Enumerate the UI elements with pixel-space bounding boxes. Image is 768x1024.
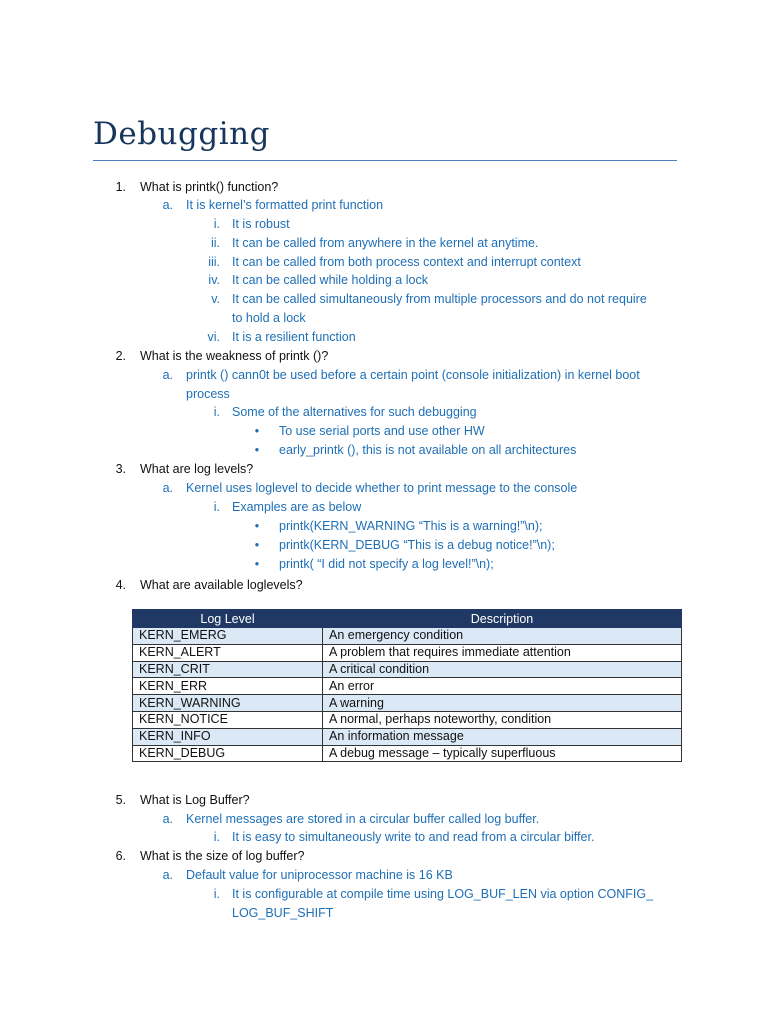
item-text: Examples are as below — [232, 500, 362, 514]
item-text: It is configurable at compile time using LOG_BUF_LEN via option CONFIG_ — [232, 887, 654, 901]
log-level-cell: KERN_WARNING — [133, 695, 323, 712]
log-level-cell: KERN_ERR — [133, 678, 323, 695]
roman-numeral: i. — [213, 830, 220, 844]
roman-numeral: ii. — [210, 236, 220, 250]
table-row — [133, 728, 682, 745]
table-row — [133, 711, 682, 728]
table-row — [133, 695, 682, 712]
table-row — [133, 745, 682, 762]
question-text: What is printk() function? — [140, 180, 279, 194]
roman-numeral: i. — [213, 217, 220, 231]
item-text: to hold a lock — [232, 311, 306, 325]
table-row — [133, 628, 682, 645]
list-number: 3. — [115, 462, 126, 476]
bullet-icon: • — [254, 538, 260, 552]
bullet-icon: • — [254, 519, 260, 533]
bullet-icon: • — [254, 557, 260, 571]
roman-numeral: i. — [213, 887, 220, 901]
question-text: What are log levels? — [140, 462, 254, 476]
question-text: What is the size of log buffer? — [140, 849, 305, 863]
column-header-log-level: Log Level — [133, 610, 323, 628]
description-cell: A debug message – typically superfluous — [323, 745, 682, 762]
bullet-icon: • — [254, 424, 260, 438]
page-title: Debugging — [93, 116, 270, 152]
list-number: 5. — [115, 793, 126, 807]
item-text: It is easy to simultaneously write to and read from a circular biffer. — [232, 830, 595, 844]
table-row — [133, 661, 682, 678]
bullet-text: To use serial ports and use other HW — [279, 424, 485, 438]
description-cell: A warning — [323, 695, 682, 712]
list-number: 1. — [115, 180, 126, 194]
roman-numeral: vi. — [207, 330, 220, 344]
title-underline — [93, 160, 677, 161]
bullet-text: early_printk (), this is not available on all architectures — [279, 443, 577, 457]
roman-numeral: i. — [213, 500, 220, 514]
description-cell: A critical condition — [323, 661, 682, 678]
column-header-description: Description — [323, 610, 682, 628]
answer-text: process — [186, 387, 230, 401]
answer-text: Default value for uniprocessor machine is 16 KB — [186, 868, 453, 882]
question-text: What are available loglevels? — [140, 578, 303, 592]
roman-numeral: iii. — [208, 255, 220, 269]
list-letter: a. — [162, 198, 173, 212]
answer-text: Kernel messages are stored in a circular buffer called log buffer. — [186, 812, 540, 826]
list-letter: a. — [162, 481, 173, 495]
description-cell: A problem that requires immediate attention — [323, 644, 682, 661]
description-cell: An information message — [323, 728, 682, 745]
log-level-cell: KERN_DEBUG — [133, 745, 323, 762]
list-number: 2. — [115, 349, 126, 363]
list-letter: a. — [162, 868, 173, 882]
log-level-cell: KERN_INFO — [133, 728, 323, 745]
log-level-cell: KERN_NOTICE — [133, 711, 323, 728]
item-text: Some of the alternatives for such debugging — [232, 405, 477, 419]
description-cell: An emergency condition — [323, 628, 682, 645]
answer-text: printk () cann0t be used before a certain point (console initialization) in kernel boot — [186, 368, 640, 382]
answer-text: It is kernel’s formatted print function — [186, 198, 384, 212]
list-letter: a. — [162, 812, 173, 826]
item-text: It can be called while holding a lock — [232, 273, 428, 287]
question-text: What is Log Buffer? — [140, 793, 250, 807]
description-cell: A normal, perhaps noteworthy, condition — [323, 711, 682, 728]
log-level-cell: KERN_CRIT — [133, 661, 323, 678]
log-level-table — [132, 609, 682, 762]
list-letter: a. — [162, 368, 173, 382]
item-text: It can be called from anywhere in the kernel at anytime. — [232, 236, 539, 250]
item-text: LOG_BUF_SHIFT — [232, 906, 334, 920]
roman-numeral: i. — [213, 405, 220, 419]
bullet-text: printk(KERN_DEBUG “This is a debug notice!”\n); — [279, 538, 555, 552]
item-text: It can be called simultaneously from multiple processors and do not require — [232, 292, 647, 306]
question-text: What is the weakness of printk ()? — [140, 349, 329, 363]
answer-text: Kernel uses loglevel to decide whether to print message to the console — [186, 481, 578, 495]
log-level-cell: KERN_EMERG — [133, 628, 323, 645]
list-number: 6. — [115, 849, 126, 863]
description-cell: An error — [323, 678, 682, 695]
table-row — [133, 644, 682, 661]
log-level-cell: KERN_ALERT — [133, 644, 323, 661]
roman-numeral: v. — [211, 292, 220, 306]
bullet-text: printk( “I did not specify a log level!”\n); — [279, 557, 494, 571]
bullet-text: printk(KERN_WARNING “This is a warning!”\n); — [279, 519, 543, 533]
bullet-icon: • — [254, 443, 260, 457]
item-text: It can be called from both process context and interrupt context — [232, 255, 581, 269]
table-row — [133, 678, 682, 695]
roman-numeral: iv. — [208, 273, 220, 287]
list-number: 4. — [115, 578, 126, 592]
table-header-row — [133, 610, 682, 628]
item-text: It is a resilient function — [232, 330, 356, 344]
item-text: It is robust — [232, 217, 290, 231]
